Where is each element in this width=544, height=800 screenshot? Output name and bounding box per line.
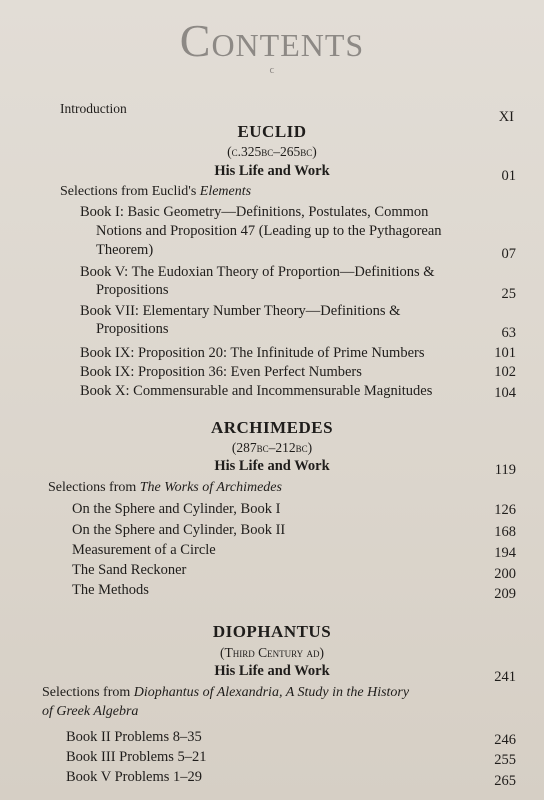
euclid-item-5-page: 102 <box>494 364 516 380</box>
diophantus-selections-title-line1: Diophantus of Alexandria, A Study in the History <box>133 685 410 700</box>
diophantus-dates: (Third Century ad) <box>220 645 324 660</box>
archimedes-item-1-label: On the Sphere and Cylinder, Book I <box>72 501 281 517</box>
archimedes-life-heading: His Life and Work <box>214 458 330 474</box>
euclid-item-5-label: Book IX: Proposition 36: Even Perfect Numbers <box>80 364 362 380</box>
euclid-item-4-label: Book IX: Proposition 20: The Infinitude of Prime Numbers <box>80 345 425 361</box>
euclid-item-2-line2: Propositions <box>96 282 169 298</box>
euclid-life-page: 01 <box>501 168 516 184</box>
euclid-life-heading: His Life and Work <box>214 163 330 179</box>
euclid-item-2-line1: Book V: The Eudoxian Theory of Proportion—Definitions & <box>80 264 435 280</box>
diophantus-life-page: 241 <box>494 669 516 685</box>
euclid-selections-prefix: Selections from Euclid's <box>60 184 200 199</box>
archimedes-item-1-page: 126 <box>494 502 516 518</box>
euclid-item-4-page: 101 <box>494 345 516 361</box>
archimedes-selections <box>48 479 282 497</box>
euclid-item-3-line1: Book VII: Elementary Number Theory—Definitions & <box>80 303 401 319</box>
euclid-selections <box>60 183 251 201</box>
diophantus-life-heading: His Life and Work <box>214 663 330 679</box>
diophantus-item-1-page: 246 <box>494 732 516 748</box>
diophantus-item-2-label: Book III Problems 5–21 <box>66 749 207 765</box>
euclid-item-1-line1: Book I: Basic Geometry—Definitions, Postulates, Common <box>80 204 429 220</box>
diophantus-item-2-page: 255 <box>494 752 516 768</box>
archimedes-item-4-label: The Sand Reckoner <box>72 562 187 578</box>
diophantus-item-3-label: Book V Problems 1–29 <box>66 769 203 785</box>
introduction-label: Introduction <box>60 101 127 116</box>
euclid-item-1-line2: Notions and Proposition 47 (Leading up to the Pythagorean <box>96 223 442 239</box>
diophantus-item-3-page: 265 <box>494 773 516 789</box>
euclid-item-2-page: 25 <box>501 286 516 302</box>
archimedes-item-5-page: 209 <box>494 586 516 602</box>
archimedes-selections-title: The Works of Archimedes <box>139 480 282 495</box>
diophantus-selections-title-line2: of Greek Algebra <box>42 704 139 719</box>
archimedes-item-3-page: 194 <box>494 545 516 561</box>
euclid-item-3-page: 63 <box>501 325 516 341</box>
archimedes-item-4-page: 200 <box>494 566 516 582</box>
diophantus-selections <box>42 684 409 702</box>
ornament-icon: ϲ <box>269 64 275 76</box>
euclid-item-1-line3: Theorem) <box>96 242 154 258</box>
section-title-diophantus: DIOPHANTUS <box>212 622 332 641</box>
section-title-euclid: EUCLID <box>237 122 307 141</box>
archimedes-item-3-label: Measurement of a Circle <box>72 542 216 558</box>
section-title-archimedes: ARCHIMEDES <box>210 418 334 437</box>
euclid-dates: (c.325bc–265bc) <box>227 144 317 159</box>
page-title: Contents <box>179 15 365 66</box>
archimedes-item-2-label: On the Sphere and Cylinder, Book II <box>72 522 286 538</box>
euclid-item-6-label: Book X: Commensurable and Incommensurable Magnitudes <box>80 383 433 399</box>
diophantus-selections-prefix: Selections from <box>42 685 134 700</box>
archimedes-item-2-page: 168 <box>494 524 516 540</box>
archimedes-life-page: 119 <box>494 462 516 478</box>
archimedes-selections-prefix: Selections from <box>48 480 140 495</box>
diophantus-item-1-label: Book II Problems 8–35 <box>66 729 202 745</box>
euclid-selections-title: Elements <box>199 184 252 199</box>
euclid-item-3-line2: Propositions <box>96 321 169 337</box>
archimedes-dates: (287bc–212bc) <box>231 440 313 455</box>
euclid-item-6-page: 104 <box>494 385 516 401</box>
euclid-item-1-page: 07 <box>501 246 516 262</box>
archimedes-item-5-label: The Methods <box>72 582 149 598</box>
introduction-page: XI <box>498 109 514 125</box>
